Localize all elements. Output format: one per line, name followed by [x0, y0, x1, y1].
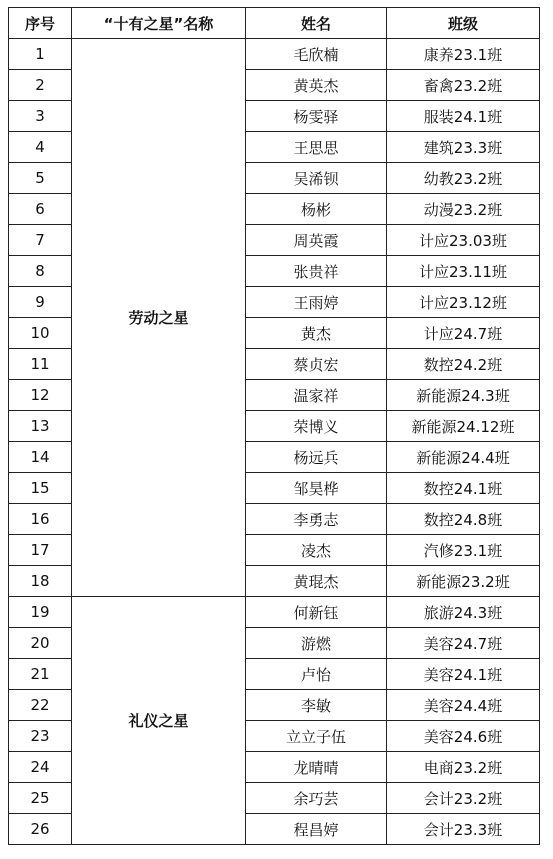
student-class: 数控24.8班	[387, 504, 540, 535]
student-class: 旅游24.3班	[387, 597, 540, 628]
row-number: 24	[9, 752, 72, 783]
award-table	[8, 7, 540, 845]
row-number: 8	[9, 256, 72, 287]
row-number: 22	[9, 690, 72, 721]
row-number: 4	[9, 132, 72, 163]
student-name: 凌杰	[246, 535, 387, 566]
student-class: 新能源24.12班	[387, 411, 540, 442]
student-class: 电商23.2班	[387, 752, 540, 783]
student-name: 何新钰	[246, 597, 387, 628]
row-number: 17	[9, 535, 72, 566]
header-number: 序号	[9, 8, 72, 39]
student-class: 动漫23.2班	[387, 194, 540, 225]
student-class: 数控24.2班	[387, 349, 540, 380]
student-name: 黄英杰	[246, 70, 387, 101]
table-row	[9, 597, 540, 628]
row-number: 21	[9, 659, 72, 690]
student-class: 幼教23.2班	[387, 163, 540, 194]
row-number: 23	[9, 721, 72, 752]
student-name: 游燃	[246, 628, 387, 659]
row-number: 2	[9, 70, 72, 101]
header-class: 班级	[387, 8, 540, 39]
student-name: 李勇志	[246, 504, 387, 535]
header-student-name: 姓名	[246, 8, 387, 39]
student-name: 杨彬	[246, 194, 387, 225]
student-name: 黄琨杰	[246, 566, 387, 597]
row-number: 11	[9, 349, 72, 380]
student-name: 张贵祥	[246, 256, 387, 287]
student-class: 计应23.11班	[387, 256, 540, 287]
row-number: 5	[9, 163, 72, 194]
student-name: 王雨婷	[246, 287, 387, 318]
student-name: 王思思	[246, 132, 387, 163]
student-class: 新能源23.2班	[387, 566, 540, 597]
student-name: 黄杰	[246, 318, 387, 349]
row-number: 3	[9, 101, 72, 132]
student-class: 美容24.7班	[387, 628, 540, 659]
student-name: 龙晴晴	[246, 752, 387, 783]
student-class: 服装24.1班	[387, 101, 540, 132]
student-name: 杨远兵	[246, 442, 387, 473]
row-number: 1	[9, 39, 72, 70]
student-class: 会计23.3班	[387, 814, 540, 845]
student-name: 程昌婷	[246, 814, 387, 845]
row-number: 25	[9, 783, 72, 814]
student-name: 卢怡	[246, 659, 387, 690]
student-name: 温家祥	[246, 380, 387, 411]
row-number: 10	[9, 318, 72, 349]
student-class: 计应24.7班	[387, 318, 540, 349]
student-name: 立立子伍	[246, 721, 387, 752]
student-name: 余巧芸	[246, 783, 387, 814]
student-class: 建筑23.3班	[387, 132, 540, 163]
row-number: 13	[9, 411, 72, 442]
student-name: 荣博义	[246, 411, 387, 442]
student-class: 畜禽23.2班	[387, 70, 540, 101]
row-number: 6	[9, 194, 72, 225]
student-name: 蔡贞宏	[246, 349, 387, 380]
row-number: 14	[9, 442, 72, 473]
table-row	[9, 39, 540, 70]
award-category: 礼仪之星	[72, 597, 246, 845]
student-class: 新能源24.3班	[387, 380, 540, 411]
table-body	[9, 39, 540, 845]
student-name: 杨雯驿	[246, 101, 387, 132]
row-number: 20	[9, 628, 72, 659]
student-name: 毛欣楠	[246, 39, 387, 70]
row-number: 19	[9, 597, 72, 628]
student-class: 美容24.6班	[387, 721, 540, 752]
row-number: 16	[9, 504, 72, 535]
row-number: 9	[9, 287, 72, 318]
student-class: 计应23.12班	[387, 287, 540, 318]
header-row	[9, 8, 540, 39]
student-name: 李敏	[246, 690, 387, 721]
student-name: 吴浠钡	[246, 163, 387, 194]
student-class: 计应23.03班	[387, 225, 540, 256]
student-class: 汽修23.1班	[387, 535, 540, 566]
award-category: 劳动之星	[72, 39, 246, 597]
row-number: 15	[9, 473, 72, 504]
student-class: 会计23.2班	[387, 783, 540, 814]
student-name: 周英霞	[246, 225, 387, 256]
row-number: 26	[9, 814, 72, 845]
row-number: 12	[9, 380, 72, 411]
student-class: 新能源24.4班	[387, 442, 540, 473]
student-class: 康养23.1班	[387, 39, 540, 70]
row-number: 18	[9, 566, 72, 597]
student-class: 美容24.4班	[387, 690, 540, 721]
row-number: 7	[9, 225, 72, 256]
student-class: 美容24.1班	[387, 659, 540, 690]
header-award-name: “十有之星”名称	[72, 8, 246, 39]
student-class: 数控24.1班	[387, 473, 540, 504]
student-name: 邹昊桦	[246, 473, 387, 504]
